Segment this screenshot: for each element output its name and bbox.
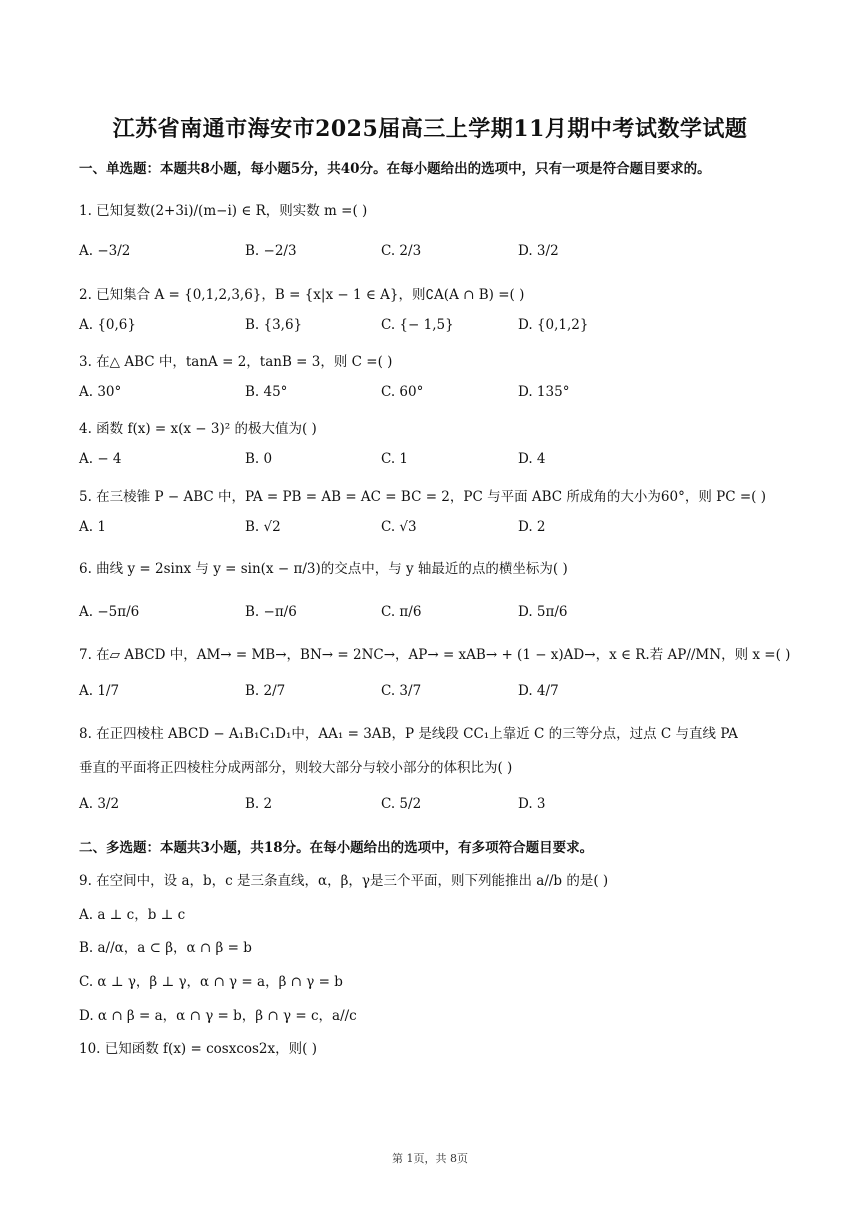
question-2-option-c: C. {− 1,5} — [381, 317, 454, 333]
question-7-option-b: B. 2/7 — [245, 683, 286, 699]
question-2-stem: 2. 已知集合 A = {0,1,2,3,6}，B = {x|x − 1 ∈ A}，则∁A(A ∩ B) =( ) — [79, 287, 525, 303]
question-1-option-c: C. 2/3 — [381, 243, 422, 259]
question-4-option-d: D. 4 — [518, 451, 546, 467]
question-1-option-b: B. −2/3 — [245, 243, 297, 259]
question-8-stem-continued: 垂直的平面将正四棱柱分成两部分，则较大部分与较小部分的体积比为( ) — [79, 760, 513, 776]
question-7-stem: 7. 在▱ ABCD 中，AM→ = MB→，BN→ = 2NC→，AP→ = xAB→ + (1 − x)AD→，x ∈ R.若 AP//MN，则 x =( ) — [79, 647, 791, 663]
question-2-option-d: D. {0,1,2} — [518, 317, 589, 333]
question-10-stem: 10. 已知函数 f(x) = cosxcos2x，则( ) — [79, 1041, 317, 1057]
question-2-option-b: B. {3,6} — [245, 317, 303, 333]
question-5-option-c: C. √3 — [381, 519, 417, 535]
question-6-option-b: B. −π/6 — [245, 604, 297, 620]
question-6-stem: 6. 曲线 y = 2sinx 与 y = sin(x − π/3)的交点中，与 y 轴最近的点的横坐标为( ) — [79, 561, 568, 577]
question-9-stem: 9. 在空间中，设 a，b，c 是三条直线，α，β，γ是三个平面，则下列能推出 a//b 的是( ) — [79, 873, 609, 889]
question-5-option-b: B. √2 — [245, 519, 281, 535]
question-7-option-a: A. 1/7 — [79, 683, 120, 699]
section-heading-multiple-choice: 二、多选题：本题共3小题，共18分。在每小题给出的选项中，有多项符合题目要求。 — [79, 840, 594, 856]
question-7-option-d: D. 4/7 — [518, 683, 559, 699]
question-1-option-a: A. −3/2 — [79, 243, 131, 259]
question-4-stem: 4. 函数 f(x) = x(x − 3)² 的极大值为( ) — [79, 421, 317, 437]
question-3-stem: 3. 在△ ABC 中，tanA = 2，tanB = 3，则 C =( ) — [79, 354, 393, 370]
question-4-option-b: B. 0 — [245, 451, 273, 467]
question-3-option-d: D. 135° — [518, 384, 570, 400]
question-3-option-b: B. 45° — [245, 384, 288, 400]
question-9-option-c: C. α ⊥ γ，β ⊥ γ，α ∩ γ = a，β ∩ γ = b — [79, 974, 343, 990]
page-title: 江苏省南通市海安市2025届高三上学期11月期中考试数学试题 — [112, 116, 748, 142]
question-5-option-d: D. 2 — [518, 519, 546, 535]
question-8-option-b: B. 2 — [245, 796, 273, 812]
question-6-option-c: C. π/6 — [381, 604, 422, 620]
question-3-option-c: C. 60° — [381, 384, 424, 400]
page-footer: 第 1页，共 8页 — [392, 1152, 468, 1165]
question-2-option-a: A. {0,6} — [79, 317, 136, 333]
question-4-option-a: A. − 4 — [79, 451, 122, 467]
question-8-option-d: D. 3 — [518, 796, 546, 812]
question-8-stem: 8. 在正四棱柱 ABCD − A₁B₁C₁D₁中，AA₁ = 3AB，P 是线段 CC₁上靠近 C 的三等分点，过点 C 与直线 PA — [79, 726, 738, 742]
question-9-option-d: D. α ∩ β = a，α ∩ γ = b，β ∩ γ = c，a//c — [79, 1008, 357, 1024]
question-4-option-c: C. 1 — [381, 451, 409, 467]
question-6-option-a: A. −5π/6 — [79, 604, 140, 620]
question-5-option-a: A. 1 — [79, 519, 106, 535]
question-3-option-a: A. 30° — [79, 384, 122, 400]
question-1-option-d: D. 3/2 — [518, 243, 559, 259]
section-heading-single-choice: 一、单选题：本题共8小题，每小题5分，共40分。在每小题给出的选项中，只有一项是符合题目要求的。 — [79, 161, 711, 177]
question-7-option-c: C. 3/7 — [381, 683, 422, 699]
question-1-stem: 1. 已知复数(2+3i)/(m−i) ∈ R，则实数 m =( ) — [79, 203, 368, 219]
question-5-stem: 5. 在三棱锥 P − ABC 中，PA = PB = AB = AC = BC = 2，PC 与平面 ABC 所成角的大小为60°，则 PC =( ) — [79, 489, 766, 505]
question-9-option-a: A. a ⊥ c，b ⊥ c — [79, 907, 186, 923]
question-8-option-c: C. 5/2 — [381, 796, 422, 812]
question-6-option-d: D. 5π/6 — [518, 604, 568, 620]
question-9-option-b: B. a//α，a ⊂ β，α ∩ β = b — [79, 940, 252, 956]
question-8-option-a: A. 3/2 — [79, 796, 120, 812]
